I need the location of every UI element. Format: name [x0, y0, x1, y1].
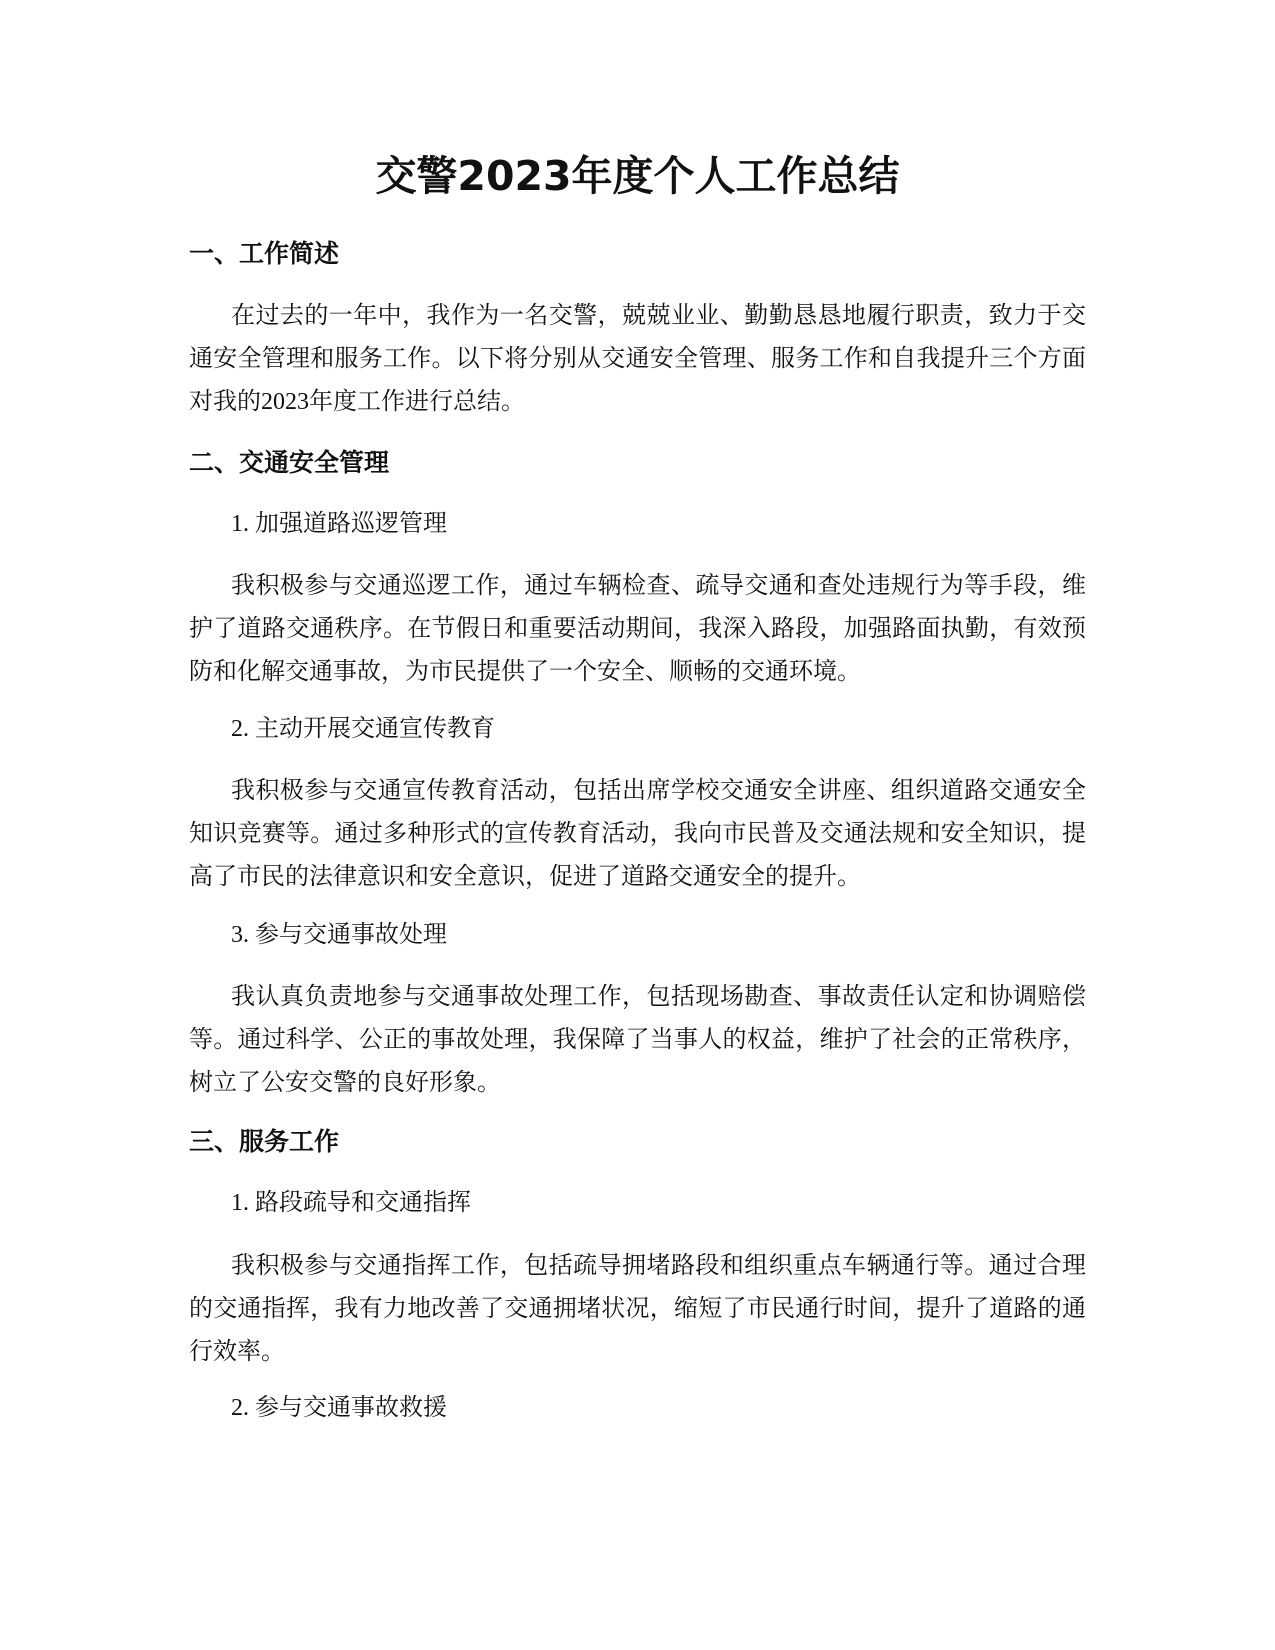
section-heading-overview: 一、工作简述	[189, 239, 340, 268]
section-paragraph-overview: 在过去的一年中，我作为一名交警，兢兢业业、勤勤恳恳地履行职责，致力于交通安全管理和服务工作。以下将分别从交通安全管理、服务工作和自我提升三个方面对我的2023年度工作进行总结。	[189, 303, 1086, 415]
subsection-title-accident-rescue: 2. 参与交通事故救援	[231, 1395, 447, 1421]
subsection-paragraph-education: 我积极参与交通宣传教育活动，包括出席学校交通安全讲座、组织道路交通安全知识竞赛等。通过多种形式的宣传教育活动，我向市民普及交通法规和安全知识，提高了市民的法律意识和安全意识，促进了道路交通安全的提升。	[189, 778, 1086, 890]
subsection-title-patrol: 1. 加强道路巡逻管理	[231, 511, 447, 537]
subsection-paragraph-accident-handling: 我认真负责地参与交通事故处理工作，包括现场勘查、事故责任认定和协调赔偿等。通过科学、公正的事故处理，我保障了当事人的权益，维护了社会的正常秩序，树立了公安交警的良好形象。	[189, 984, 1086, 1096]
subsection-title-education: 2. 主动开展交通宣传教育	[231, 716, 495, 742]
section-heading-traffic-safety: 二、交通安全管理	[189, 448, 390, 477]
subsection-paragraph-patrol: 我积极参与交通巡逻工作，通过车辆检查、疏导交通和查处违规行为等手段，维护了道路交通秩序。在节假日和重要活动期间，我深入路段，加强路面执勤，有效预防和化解交通事故，为市民提供了一个安全、顺畅的交通环境。	[189, 573, 1086, 685]
subsection-title-traffic-direction: 1. 路段疏导和交通指挥	[231, 1190, 471, 1216]
section-heading-service: 三、服务工作	[189, 1127, 340, 1156]
document-title: 交警2023年度个人工作总结	[375, 152, 900, 200]
subsection-paragraph-traffic-direction: 我积极参与交通指挥工作，包括疏导拥堵路段和组织重点车辆通行等。通过合理的交通指挥，我有力地改善了交通拥堵状况，缩短了市民通行时间，提升了道路的通行效率。	[189, 1253, 1086, 1365]
subsection-title-accident-handling: 3. 参与交通事故处理	[231, 922, 447, 948]
